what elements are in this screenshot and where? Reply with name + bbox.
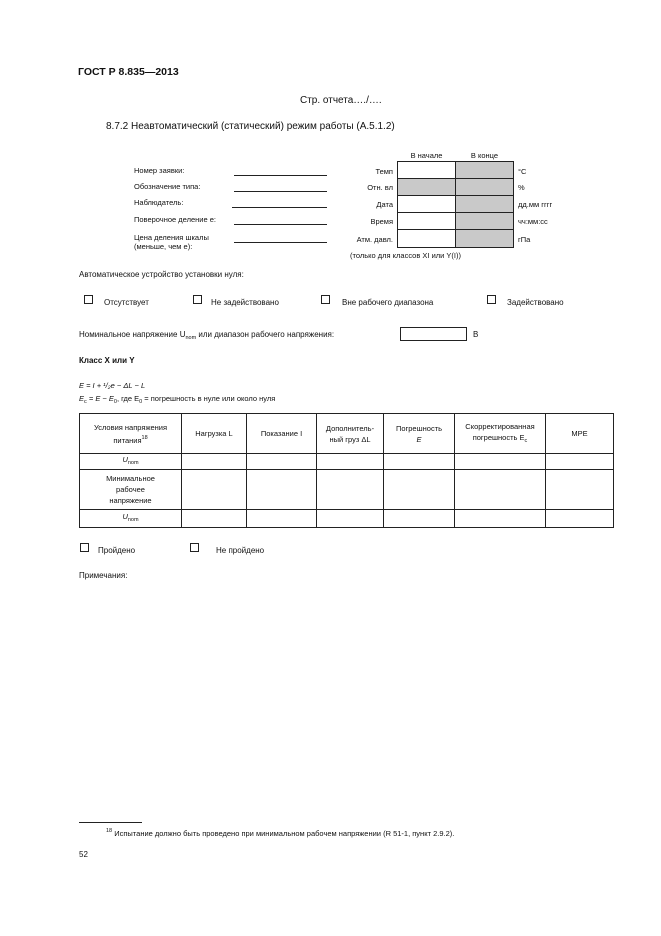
field-label-scale-division [134,233,209,251]
row3-u: U [122,512,128,521]
cell-input[interactable] [317,454,384,470]
voltage-input[interactable] [400,327,467,341]
formula2-a: E [79,394,85,403]
formula2-c: , где E [116,394,140,403]
env-unit-time: чч:мм:сс [518,217,548,226]
cell-input[interactable] [384,510,455,528]
cell-input[interactable] [384,470,455,510]
cell-input[interactable] [247,510,317,528]
env-cell-temp-end [455,161,514,179]
cell-input[interactable] [247,454,317,470]
env-label-pressure: Атм. давл. [356,235,393,244]
page-number: 52 [79,850,88,859]
env-unit-temp: °C [518,167,527,176]
env-cell-date-start[interactable] [397,195,456,213]
results-table [79,413,614,528]
env-cell-pressure-start[interactable] [397,229,456,248]
th-load: Нагрузка L [182,414,247,454]
notes-label: Примечания: [79,571,128,580]
cell-input[interactable] [182,470,247,510]
th-add-line1: Дополнитель- [325,423,375,433]
section-title: 8.7.2 Неавтоматический (статический) режим работы (А.5.1.2) [106,121,395,132]
field-line-application-number[interactable] [234,175,327,176]
field-label-verification-division: Поверочное деление e: [134,215,216,224]
table-header-row [80,414,614,454]
checkbox-out-of-range[interactable] [321,295,330,304]
th-corr-sub: c [524,437,528,444]
th-add-line2: ный груз ΔL [329,434,371,444]
option-absent-label: Отсутствует [104,298,149,307]
th-error-line1: Погрешность [395,423,443,433]
env-cell-temp-start[interactable] [397,161,456,179]
cell-input[interactable] [317,470,384,510]
checkbox-absent[interactable] [84,295,93,304]
formula2-b-sub: 0 [113,399,117,405]
cell-input[interactable] [546,510,614,528]
cell-input[interactable] [546,470,614,510]
env-label-humidity: Отн. вл [367,183,393,192]
row2-line1: Минимальное [106,474,155,483]
table-row [80,470,614,510]
env-col-end: В конце [470,151,499,160]
env-label-temp: Темп [375,167,393,176]
option-not-used-label: Не задействовано [211,298,279,307]
cell-input[interactable] [546,454,614,470]
env-unit-date: дд.мм гггг [518,200,553,209]
env-label-time: Время [370,217,393,226]
row-unom-2-label [80,510,182,528]
env-label-date: Дата [376,200,393,209]
cell-input[interactable] [455,470,546,510]
formula2-a-sub: c [84,399,87,405]
th-error [384,414,455,454]
th-corr-line1: Скорректированная [465,421,535,431]
env-note: (только для классов XI или Y(I)) [350,251,461,260]
voltage-label [79,330,334,341]
env-cell-humidity-end [455,178,514,196]
env-unit-pressure: гПа [518,235,531,244]
formula-corrected-error [79,394,275,405]
th-additional-load [317,414,384,454]
row-unom-1-label [80,454,182,470]
checkbox-passed[interactable] [80,543,89,552]
env-cell-time-start[interactable] [397,212,456,230]
env-cell-time-end [455,212,514,230]
result-failed-label: Не пройдено [216,546,265,555]
th-corrected-error [455,414,546,454]
row-min-voltage-label [80,470,182,510]
cell-input[interactable] [455,510,546,528]
zero-device-label: Автоматическое устройство установки нуля: [79,270,244,279]
th-supply-sup: 18 [141,434,148,441]
cell-input[interactable] [384,454,455,470]
checkbox-not-used[interactable] [193,295,202,304]
cell-input[interactable] [182,510,247,528]
field-label-scale-division-line1: Цена деления шкалы [134,233,209,242]
field-label-type-designation: Обозначение типа: [134,182,201,191]
env-cell-pressure-end [455,229,514,248]
field-line-type-designation[interactable] [234,191,327,192]
env-cell-humidity-start [397,178,456,196]
cell-input[interactable] [182,454,247,470]
option-used-label: Задействовано [507,298,564,307]
table-row [80,510,614,528]
th-supply-line2: питания [113,435,142,445]
th-supply-line1: Условия напряжения [93,422,168,432]
footnote-number: 18 [106,828,113,834]
formula2-c-sub: 0 [139,399,143,405]
formula2-b: = E − E [86,394,114,403]
class-title: Класс X или Y [79,356,135,365]
th-mpe: MPE [546,414,614,454]
voltage-prefix: Номинальное напряжение U [79,330,186,339]
voltage-suffix: или диапазон рабочего напряжения: [196,330,335,339]
env-cell-date-end [455,195,514,213]
th-corr-line2: погрешность E [472,432,525,442]
voltage-unit: В [473,330,479,339]
th-error-line2: E [416,434,422,444]
cell-input[interactable] [455,454,546,470]
cell-input[interactable] [317,510,384,528]
th-indication: Показание I [247,414,317,454]
footnote-text: Испытание должно быть проведено при минимальном рабочем напряжении (R 51-1, пункт 2.9.2). [112,829,455,838]
field-line-observer[interactable] [232,207,327,208]
option-out-of-range-label: Вне рабочего диапазона [342,298,434,307]
result-passed-label: Пройдено [98,546,136,555]
document-header: ГОСТ Р 8.835—2013 [78,66,179,78]
cell-input[interactable] [247,470,317,510]
row2-line2: рабочее [116,485,145,494]
env-unit-humidity: % [518,183,525,192]
field-line-scale-division[interactable] [234,242,327,243]
field-label-observer: Наблюдатель: [134,198,184,207]
field-label-scale-division-line2: (меньше, чем e): [134,242,193,251]
voltage-sub: nom [185,335,197,341]
row1-u-sub: nom [127,460,139,466]
th-supply-conditions [80,414,182,454]
checkbox-used[interactable] [487,295,496,304]
field-line-verification-division[interactable] [234,224,327,225]
formula-error: E = I + ¹/₂e − ΔL − L [79,381,146,390]
report-page-ref: Стр. отчета…./…. [300,95,382,106]
footnote-separator [79,822,142,823]
footnote [106,828,454,838]
row3-u-sub: nom [127,517,139,523]
field-label-application-number: Номер заявки: [134,166,185,175]
checkbox-failed[interactable] [190,543,199,552]
row1-u: U [122,455,128,464]
row2-line3: напряжение [109,496,152,505]
env-col-start: В начале [410,151,443,160]
formula2-d: = погрешность в нуле или около нуля [142,394,276,403]
table-row [80,454,614,470]
